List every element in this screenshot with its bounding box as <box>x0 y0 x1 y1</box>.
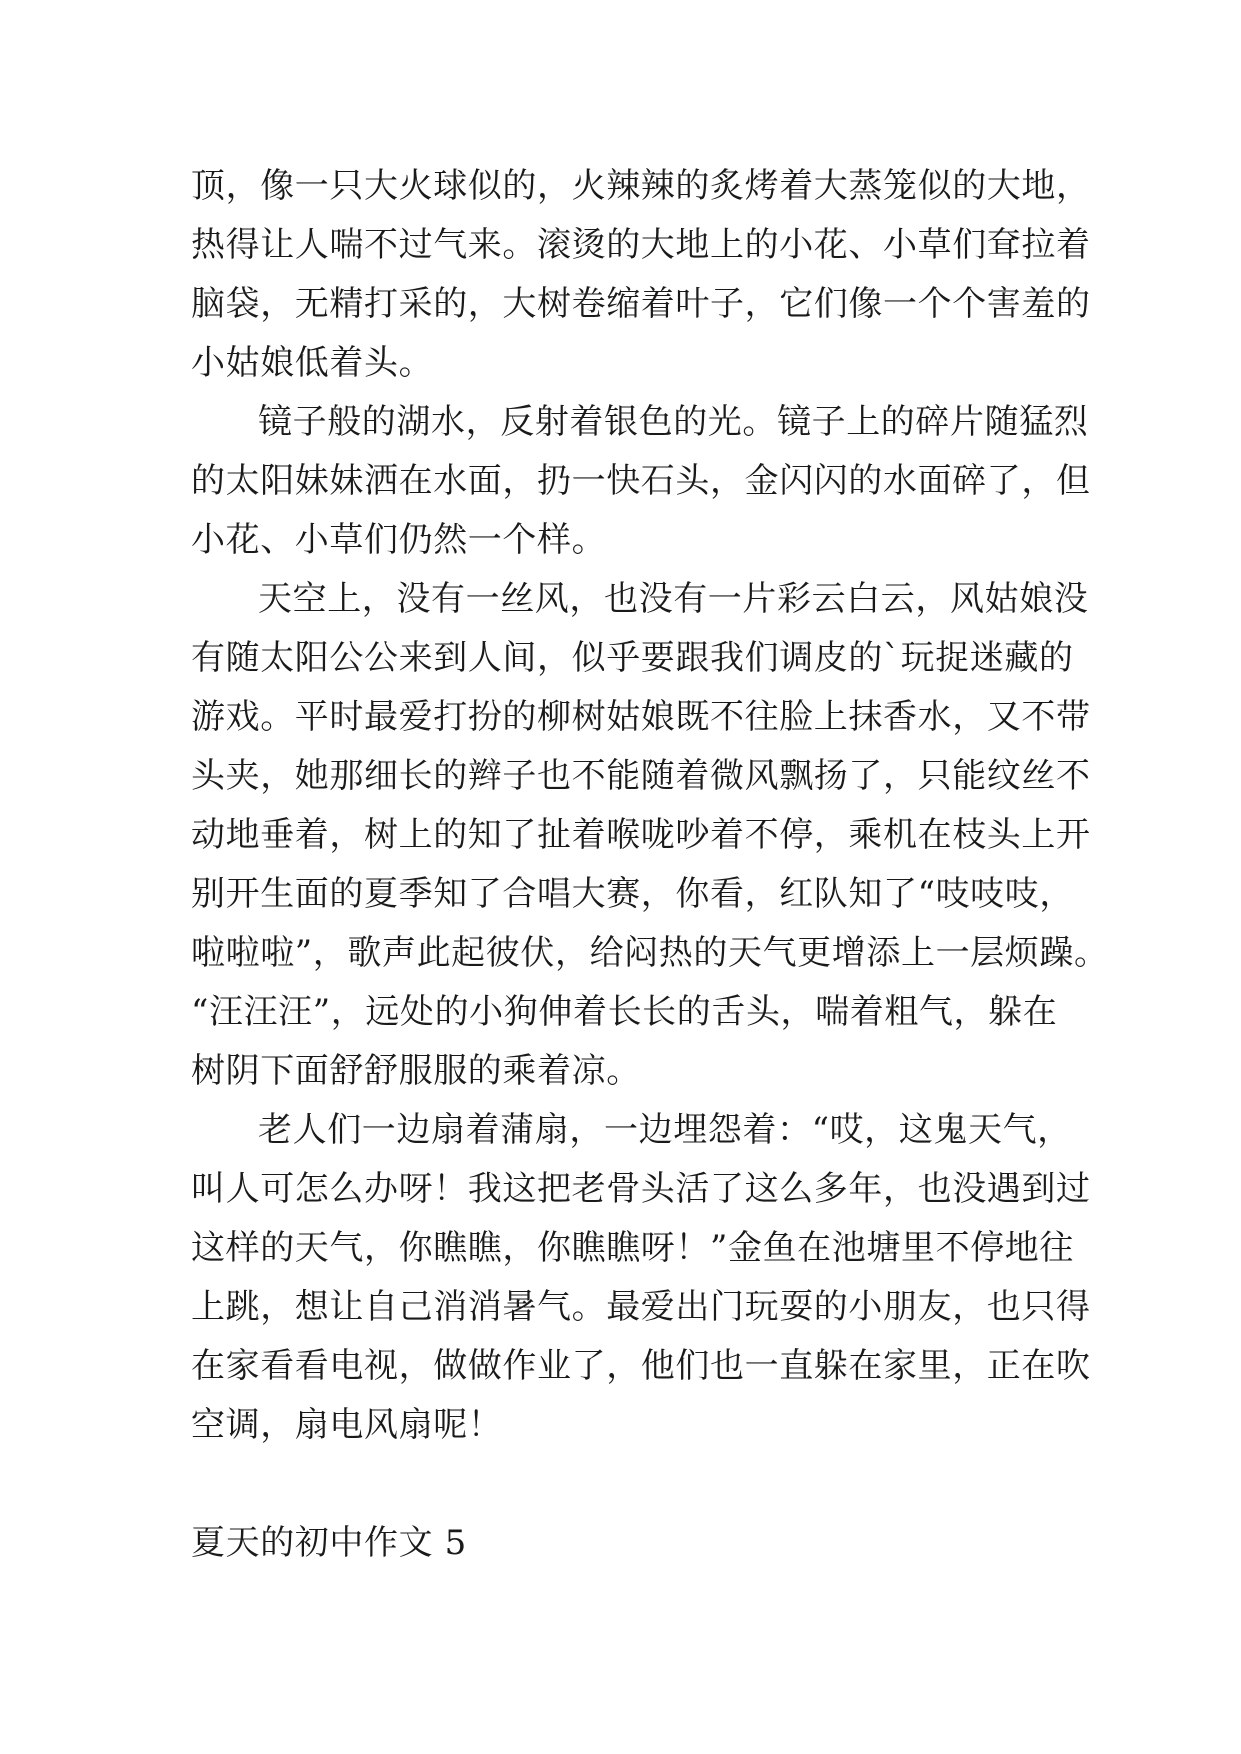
text-line: 热得让人喘不过气来。滚烫的大地上的小花、小草们耷拉着 <box>191 225 1091 265</box>
text-line: 天空上，没有一丝风，也没有一片彩云白云，风姑娘没 <box>258 579 1089 619</box>
text-line: 小花、小草们仍然一个样。 <box>191 520 607 560</box>
text-line: 有随太阳公公来到人间，似乎要跟我们调皮的`玩捉迷藏的 <box>191 638 1074 678</box>
text-line: 脑袋，无精打采的，大树卷缩着叶子，它们像一个个害羞的 <box>191 284 1091 324</box>
text-line: 小姑娘低着头。 <box>191 343 434 383</box>
text-line: 上跳，想让自己消消暑气。最爱出门玩耍的小朋友，也只得 <box>191 1287 1091 1327</box>
text-line: 顶，像一只大火球似的，火辣辣的炙烤着大蒸笼似的大地， <box>191 166 1091 206</box>
section-heading: 夏天的初中作文 5 <box>191 1523 467 1563</box>
text-line: 这样的天气，你瞧瞧，你瞧瞧呀！”金鱼在池塘里不停地往 <box>191 1228 1074 1268</box>
text-line: 在家看看电视，做做作业了，他们也一直躲在家里，正在吹 <box>191 1346 1091 1386</box>
text-line: 头夹，她那细长的辫子也不能随着微风飘扬了，只能纹丝不 <box>191 756 1091 796</box>
text-line: 空调，扇电风扇呢！ <box>191 1405 503 1445</box>
text-line: 叫人可怎么办呀！我这把老骨头活了这么多年，也没遇到过 <box>191 1169 1091 1209</box>
text-line: 游戏。平时最爱打扮的柳树姑娘既不往脸上抹香水，又不带 <box>191 697 1091 737</box>
text-line: 动地垂着，树上的知了扯着喉咙吵着不停，乘机在枝头上开 <box>191 815 1091 855</box>
text-line: 老人们一边扇着蒲扇，一边埋怨着：“哎，这鬼天气， <box>258 1110 1072 1150</box>
text-line: 啦啦啦”，歌声此起彼伏，给闷热的天气更增添上一层烦躁。 <box>191 933 1109 973</box>
text-line: 镜子般的湖水，反射着银色的光。镜子上的碎片随猛烈 <box>258 402 1089 442</box>
text-line: 树阴下面舒舒服服的乘着凉。 <box>191 1051 641 1091</box>
text-line: 别开生面的夏季知了合唱大赛，你看，红队知了“吱吱吱， <box>191 874 1074 914</box>
text-line: 的太阳妹妹洒在水面，扔一快石头，金闪闪的水面碎了，但 <box>191 461 1091 501</box>
text-line: “汪汪汪”，远处的小狗伸着长长的舌头，喘着粗气，躲在 <box>191 992 1058 1032</box>
